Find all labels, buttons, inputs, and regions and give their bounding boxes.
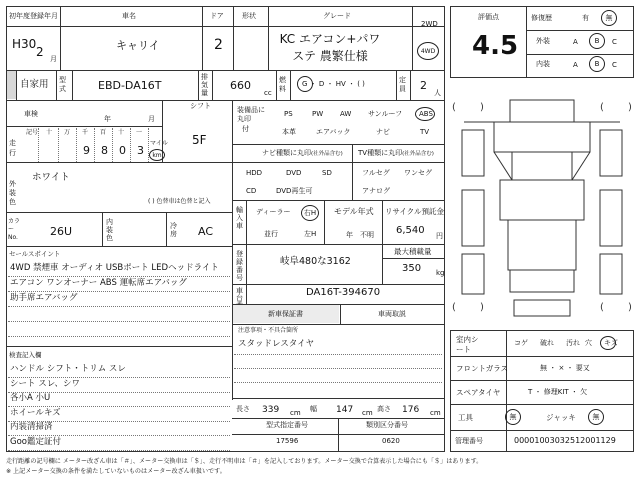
inspector-rule [8,421,230,422]
width-value: 147 [336,405,354,415]
right-hand-circle [301,205,319,221]
tv-item: ワンセグ [404,169,432,177]
odometer-header: 百 [100,129,107,136]
grade-label: グレード [323,12,351,20]
car-name-label: 車名 [122,12,136,20]
navi-item: HDD [246,169,263,177]
footer-note-2: ※ 上記メーター交換の条件を満たしていないものはメーター改ざん車扱いです。 [6,468,226,475]
odometer-header: 十 [118,129,125,136]
odometer-divider [38,128,39,162]
chassis-label: 車台 [236,287,243,302]
capacity-label: 定員 [399,76,406,93]
sales-points-title: セールスポイント [9,250,61,258]
travel-label: 走行 [9,139,16,157]
car-name: キャリイ [116,39,160,52]
inspector-rule [8,450,230,451]
inspector-line: 内装清掃済 [10,422,53,432]
tv-title-text: TV種類に丸印 [358,149,403,157]
svg-text:(: ( [600,102,604,113]
inspector-title: 検査記入欄 [9,351,42,359]
drive-2wd: 2WD [421,20,438,28]
equipment-item: AW [340,110,352,118]
plate-label: 登録番号 [236,250,243,282]
km-label: km [152,151,162,159]
first-reg-label: 初年度登録年月 [9,12,58,20]
sales-point-line: 4WD 禁煙車 オーディオ USBポート LEDヘッドライト [10,263,219,273]
svg-text:): ) [628,102,632,113]
equipment-item: ナビ [376,128,390,136]
chassis-value: DA16T-394670 [306,287,381,298]
spare-label: スペアタイヤ [456,388,501,397]
km-circle [149,149,165,161]
svg-text:(: ( [452,102,456,113]
navi-item: DVD再生可 [276,187,313,195]
sales-point-rule [8,276,230,277]
capacity-unit: 人 [434,89,441,97]
sales-point-rule [8,306,230,307]
dealer-label: ディーラー [256,208,291,216]
tire-markers [452,102,632,313]
car-outline [462,100,622,316]
odometer-divider [76,128,77,162]
navi-title-text: ナビ種類に丸印 [262,149,311,157]
plate-value: 岐阜480な3162 [280,256,351,267]
front-glass-label: フロントガラス [456,364,509,373]
shaken-month-unit: 月 [148,115,155,123]
length-unit: cm [290,409,301,417]
tv-item: アナログ [362,187,390,195]
inspector-line: シート スレ、シワ [10,378,81,389]
recycle-unit: 円 [436,232,443,240]
odometer-header: 万 [64,129,71,136]
spare-options: T ・ 修理KIT ・ 欠 [528,388,588,396]
sales-point-rule [8,291,230,292]
interior-color-label: 内装色 [106,218,113,242]
seat-condition-item: キズ [604,339,618,347]
sales-point-line: エアコン ワンオーナー ABS 運転席エアバッグ [10,278,187,288]
import-label: 輸入車 [236,206,243,230]
height-unit: cm [430,409,441,417]
type-label: 型式 [59,76,66,93]
sales-point-line: 助手席エアバッグ [10,293,78,303]
shaken-year-unit: 年 [104,115,111,123]
inspector-rule [8,435,230,436]
tools-circle [505,409,521,425]
odometer-header: 十 [46,129,53,136]
right-hand-label: 右H [303,209,317,217]
inspector-line: ハンドル シフト・トリム スレ [10,364,126,374]
first-reg-month-unit: 月 [50,55,57,63]
svg-text:(: ( [452,302,456,313]
equipment-item: エアバック [316,128,351,136]
fuel-options: G ・ D ・ HV ・ ( ) [302,80,365,88]
exterior-color-label: 外装色 [9,180,16,206]
repair-selected-circle [601,10,617,26]
footer-note-1: 走行距離の記号欄に メーター改ざん車は「＃」、メーター交換車は「＄」、走行不明車は「＃」を記入しております。メーター交換で合算表示した場合にも「＄」はあります。 [6,458,483,465]
equipment-item: PS [284,110,293,118]
car-damage-diagram [450,94,634,324]
notes-title: 注意事項・不具合箇所 [238,327,299,334]
equipment-item: PW [312,110,324,118]
displacement-unit: cc [264,89,272,97]
ac-label: 冷房 [170,222,177,238]
color-no-value: 26U [50,225,73,238]
tv-note: (社外品含む) [402,151,434,157]
parallel-label: 並行 [264,230,278,238]
interior-option-a: A [573,61,578,69]
tv-item: フルセグ [362,169,390,177]
repair-label: 修復歴 [531,14,552,22]
exterior-option-b: B [594,37,600,45]
shaken-label: 車検 [24,110,38,118]
inspector-rule [8,392,230,393]
odometer-divider [112,128,113,162]
notes-text: スタッドレスタイヤ [238,339,315,349]
grade-value: KC エアコン+パワステ 農繁仕様 [279,32,381,63]
interior-grade-label: 内装 [536,60,550,68]
sales-point-rule [8,321,230,322]
navi-title [262,150,343,158]
use-label: 自家用 [20,79,49,90]
seat-condition-item: 穴 [585,339,592,347]
mile-label: マイル [150,140,168,147]
odometer-digit: 0 [119,144,126,157]
seat-condition-item: 破れ [540,339,554,347]
equipment-title: 装備品に丸印 [237,106,265,123]
equipment-item: TV [420,128,430,136]
shift-value: 5F [192,133,207,147]
length-label: 長さ [236,405,250,413]
mgmt-number: 00001003032512001129 [514,436,616,445]
max-load-value: 350 [402,263,422,274]
class-label: 類別区分番号 [366,421,408,429]
capacity-value: 2 [420,79,427,92]
abs-circle [415,107,435,121]
drive-4wd-circle [417,42,439,60]
exterior-grade-label: 外装 [536,37,550,45]
front-glass-options: 無 ・ × ・ 要又 [540,364,590,372]
odometer-divider [94,128,95,162]
doors-label: ドア [210,12,224,20]
seat-condition-item: 汚れ [566,339,580,347]
shape-label: 形状 [242,12,256,20]
svg-text:): ) [480,102,484,113]
displacement-value: 660 [230,79,251,92]
color-change-note: ( ) 色替車は色替と記入 [148,198,211,205]
interior-option-b: B [594,60,600,68]
equipment-item: 本革 [282,128,296,136]
model-code: EBD-DA16T [98,79,162,92]
warranty-label: 新車保証書 [268,310,303,318]
use-marker [7,71,16,99]
inspector-line: 各小A 小U [10,393,51,403]
exterior-selected-circle [589,33,605,49]
first-reg-month: 2 [36,45,44,59]
class-value: 0620 [382,437,400,445]
exterior-color-value: ホワイト [32,172,70,183]
jack-label: ジャッキ [546,413,576,422]
svg-text:(: ( [600,302,604,313]
odometer-digit: 9 [83,144,90,157]
odometer-divider [148,128,149,162]
inspector-line: Goo鑑定証付 [10,436,61,447]
recycle-label: リサイクル預託金 [385,207,444,216]
navi-item: DVD [286,169,302,177]
shift-label: シフト [190,102,211,110]
equipment-row2-prefix: 付 [242,125,249,133]
ac-value: AC [198,225,214,238]
odometer-digit: 3 [137,144,144,157]
tools-value: 無 [509,413,517,421]
odometer-header: 千 [82,129,89,136]
odometer-divider [130,128,131,162]
recycle-value: 6,540 [396,225,425,236]
drive-4wd: 4WD [420,47,436,55]
equipment-item: サンルーフ [368,110,403,118]
interior-selected-circle [589,56,605,72]
jack-value: 無 [592,413,600,421]
seat-condition-item: コゲ [514,339,528,347]
jack-circle [588,409,604,425]
tv-title [358,150,434,158]
equipment-item: ABS [419,110,433,118]
mgmt-label: 管理番号 [455,437,483,445]
height-label: 高さ [377,405,391,413]
score-value: 4.5 [472,31,519,61]
first-reg-year: H30 [12,37,37,51]
odometer-header: 一 [136,129,143,136]
max-load-label: 最大積載量 [394,247,432,256]
width-unit: cm [362,409,373,417]
navi-item: CD [246,187,257,195]
width-label: 幅 [310,405,317,413]
seat-selected-circle [600,336,616,350]
seat-label: 室内シート [456,335,479,354]
inspector-rule [8,406,230,407]
inspector-rule [8,377,230,378]
height-value: 176 [402,405,420,415]
inspector-line: ホイールキズ [10,407,61,418]
sales-point-rule [8,336,230,337]
manual-label: 車両取説 [378,310,406,318]
max-load-unit: kg [436,269,445,277]
model-year-value: 年 不明 [346,231,374,239]
type-spec-value: 17596 [276,437,299,445]
navi-item: SD [322,169,332,177]
repair-option-no: 無 [605,14,613,22]
displacement-label: 排気量 [201,73,208,97]
odometer-divider [58,128,59,162]
svg-text:): ) [628,302,632,313]
interior-option-c: C [612,61,617,69]
fuel-label: 燃料 [279,76,286,93]
type-spec-label: 型式指定番号 [266,421,308,429]
doors-value: 2 [214,37,223,53]
navi-note: (社外品含む) [311,151,343,157]
exterior-option-c: C [612,38,617,46]
exterior-option-a: A [573,38,578,46]
odometer-header: 記号 [26,129,39,136]
odometer-digit: 8 [101,144,108,157]
length-value: 339 [262,405,280,415]
left-hand-label: 左H [304,230,317,238]
tools-label: 工具 [458,413,473,422]
repair-option-yes: 有 [582,14,589,22]
model-year-label: モデル年式 [334,207,374,216]
score-label: 評価点 [478,13,499,21]
svg-text:): ) [480,302,484,313]
color-no-label: カラーNo. [8,218,21,241]
